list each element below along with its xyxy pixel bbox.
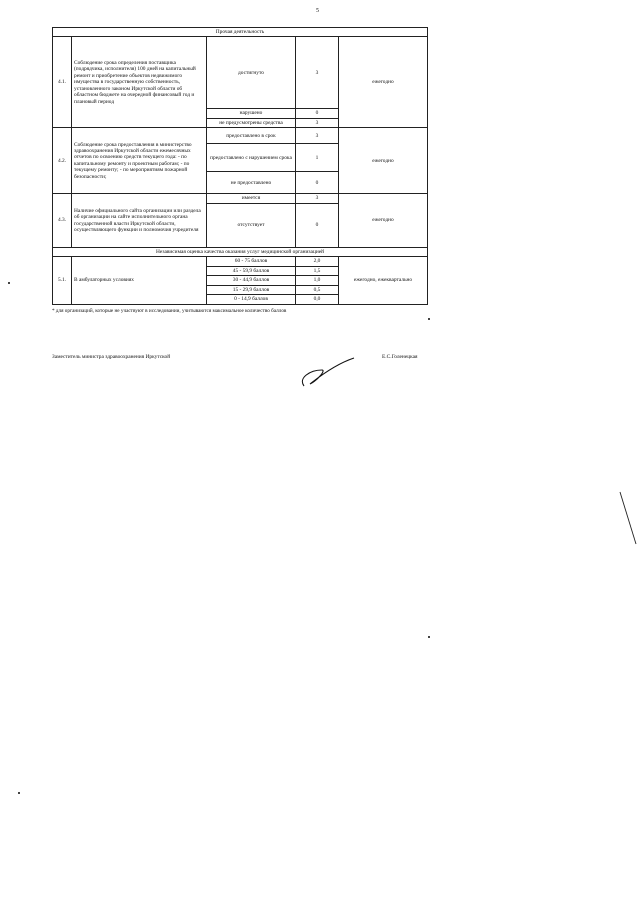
row-number: 5.1.: [53, 257, 72, 304]
option-value: предоставлено в срок: [207, 128, 296, 144]
option-value: отсутствует: [207, 203, 296, 247]
option-points: 0: [296, 172, 339, 194]
option-points: 1: [296, 144, 339, 172]
section-title-independent: Независимая оценка качества оказания услуг медицинской организацией: [53, 247, 428, 256]
table-row: [53, 257, 428, 266]
option-points: 0: [296, 109, 339, 118]
option-value: 45 - 59,9 баллов: [207, 266, 296, 275]
criterion-text: Наличие официального сайта организации или раздела об организации на сайте исполнительного органа государственной власти Иркутской области, осуществляющего функции и полномочия учредителя: [72, 194, 207, 247]
criterion-text: Соблюдение срока определения поставщика (подрядчика, исполнителя) 100 дней на капитальный ремонт и приобретение объектов недвижимого имущества в государственную собственность, установленного законом Иркутской области об областном бюджете на очередной финансовый год и плановый период: [72, 37, 207, 128]
scan-dot: [428, 636, 430, 638]
option-points: 1,5: [296, 266, 339, 275]
option-value: имеется: [207, 194, 296, 203]
consolidation-period: ежегодно: [339, 37, 428, 128]
option-value: 0 - 14,9 баллов: [207, 295, 296, 304]
option-points: 3: [296, 118, 339, 127]
option-points: 3: [296, 37, 339, 109]
section-row: [53, 28, 428, 37]
handwritten-signature: [296, 356, 356, 392]
row-number: 4.2.: [53, 128, 72, 194]
scan-artifact-line: [618, 490, 638, 546]
table-row: [53, 194, 428, 203]
option-value: не предусмотрены средства: [207, 118, 296, 127]
scan-dot: [8, 282, 10, 284]
option-value: достигнуто: [207, 37, 296, 109]
option-points: 0,5: [296, 285, 339, 294]
row-number: 4.1.: [53, 37, 72, 128]
option-points: 0,0: [296, 295, 339, 304]
scan-dot: [428, 318, 430, 320]
signatory-name: Е.С.Голенецкая: [382, 354, 418, 360]
option-value: 60 - 75 баллов: [207, 257, 296, 266]
criterion-text: В амбулаторных условиях: [72, 257, 207, 304]
consolidation-period: ежегодно: [339, 194, 428, 247]
option-value: нарушено: [207, 109, 296, 118]
option-value: не предоставлено: [207, 172, 296, 194]
signatory-position: Заместитель министра здравоохранения Иркутской: [52, 354, 171, 360]
section-row: [53, 247, 428, 256]
page-number: 5: [316, 8, 319, 14]
option-points: 3: [296, 194, 339, 203]
table-row: [53, 37, 428, 109]
option-points: 3: [296, 128, 339, 144]
criteria-table: [52, 27, 428, 305]
footnote: * для организаций, которые не участвуют в исследовании, учитываются максимальное количество баллов: [52, 308, 287, 314]
option-value: 30 - 44,9 баллов: [207, 276, 296, 285]
option-points: 1,0: [296, 276, 339, 285]
option-value: предоставлено с нарушением срока: [207, 144, 296, 172]
option-value: 15 - 29,9 баллов: [207, 285, 296, 294]
consolidation-period: ежегодно: [339, 128, 428, 194]
criterion-text: Соблюдение срока предоставления в министерство здравоохранения Иркутской области ежемесячных отчетов по освоению средств текущего года: - по капитальному ремонту и проектным работам; - по текущему ремонту; - по мероприятиям пожарной безопасности;: [72, 128, 207, 194]
scan-dot: [18, 792, 20, 794]
option-points: 0: [296, 203, 339, 247]
table-row: [53, 128, 428, 144]
row-number: 4.3.: [53, 194, 72, 247]
consolidation-period: ежегодно, ежеквартально: [339, 257, 428, 304]
section-title-other: Прочая деятельность: [53, 28, 428, 37]
option-points: 2,0: [296, 257, 339, 266]
